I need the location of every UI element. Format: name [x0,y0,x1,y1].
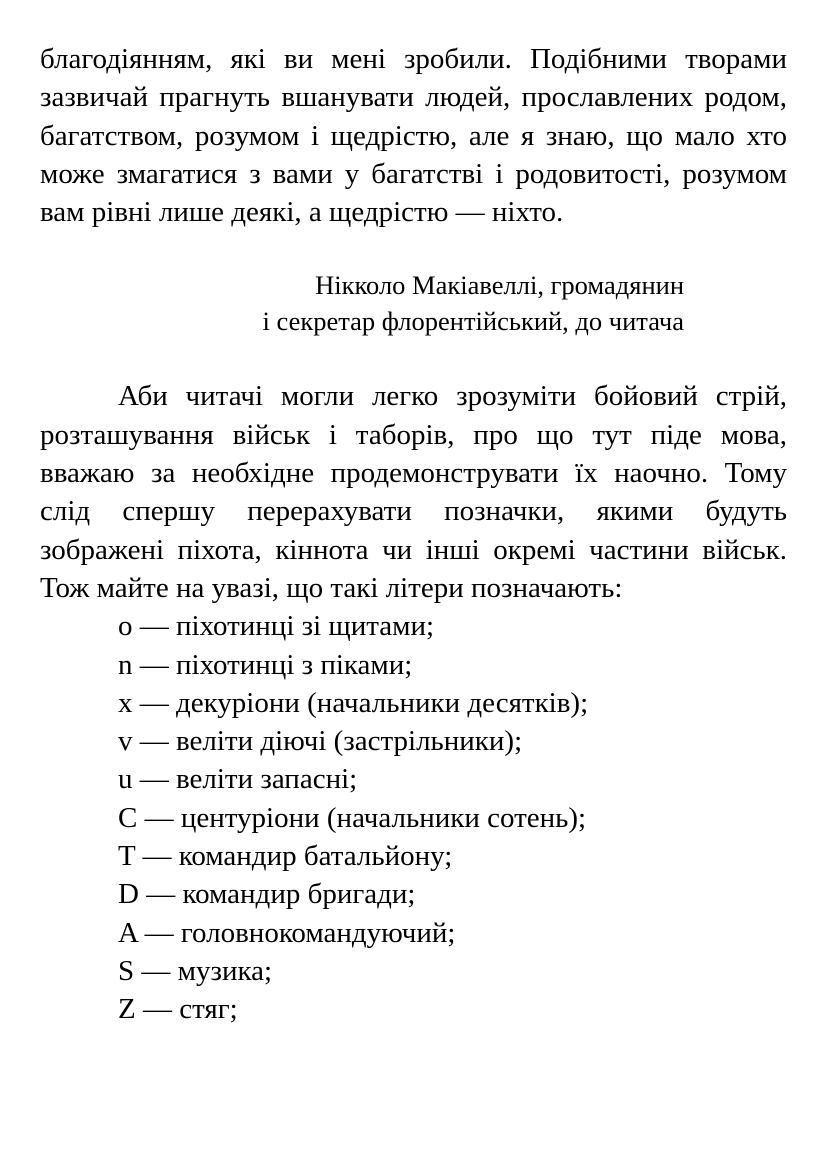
legend-item [118,875,787,913]
legend-item [118,607,787,645]
legend-item [118,722,787,760]
legend-meaning: піхотинці зі щитами; [176,610,435,643]
legend-item [118,799,787,837]
legend-meaning: декуріони (начальники десятків); [176,686,589,719]
legend-symbol: v [118,725,133,758]
legend-meaning: стяг; [179,993,238,1026]
legend-dash: — [139,610,169,643]
legend-dash: — [144,916,174,949]
legend-symbol: D [118,878,139,911]
legend-item [118,952,787,990]
legend-item [118,837,787,875]
legend-meaning: музика; [177,954,273,987]
legend-symbol: n [118,648,133,681]
symbol-legend-list [40,607,787,1028]
intro-paragraph: благодіянням, які ви мені зробили. Подібними творами зазвичай прагнуть вшанувати людей, прославлених родом, багатством, розумом і щедрістю, але я знаю, що мало хто може змагатися з вами у багатстві і родовитості, розумом вам рівні лише деякі, а щедрістю — ніхто. [40,43,787,229]
legend-meaning: веліти діючі (застрільники); [176,725,523,758]
legend-dash: — [139,725,169,758]
legend-symbol: o [118,610,133,643]
legend-dash: — [139,763,169,796]
legend-symbol: S [118,954,135,987]
legend-meaning: командир батальйону; [178,840,453,873]
legend-meaning: головнокомандуючий; [180,916,456,949]
legend-dash: — [142,993,172,1026]
signature-line-1: Нікколо Макіавеллі, громадянин [315,270,684,301]
legend-item [118,914,787,952]
legend-symbol: T [118,840,136,873]
legend-dash: — [146,878,176,911]
legend-item [118,684,787,722]
legend-dash: — [142,840,172,873]
legend-item [118,646,787,684]
signature-line-2: і секретар флорентійський, до читача [262,306,684,337]
legend-meaning: веліти запасні; [176,763,358,796]
legend-item [118,990,787,1028]
legend-dash: — [139,648,169,681]
legend-dash: — [139,686,169,719]
legend-symbol: x [118,686,133,719]
legend-symbol: u [118,763,133,796]
legend-symbol: A [118,916,138,949]
legend-meaning: командир бригади; [182,878,416,911]
legend-item [118,760,787,798]
legend-dash: — [141,954,171,987]
legend-dash: — [144,801,174,834]
reader-paragraph: Аби читачі могли легко зрозуміти бойовий стрій, розташування військ і таборів, про що тут піде мова, вважаю за необхідне продемонструвати їх наочно. Тому слід спершу перерахувати позначки, якими будуть зображені піхота, кіннота чи інші окремі частини військ. Тож майте на увазі, що такі літери позначають: [40,380,787,604]
legend-meaning: піхотинці з піками; [176,648,413,681]
page-body [40,40,787,1029]
legend-symbol: Z [118,993,136,1026]
signature-block [40,267,787,339]
legend-meaning: центуріони (начальники сотень); [180,801,587,834]
legend-symbol: C [118,801,138,834]
